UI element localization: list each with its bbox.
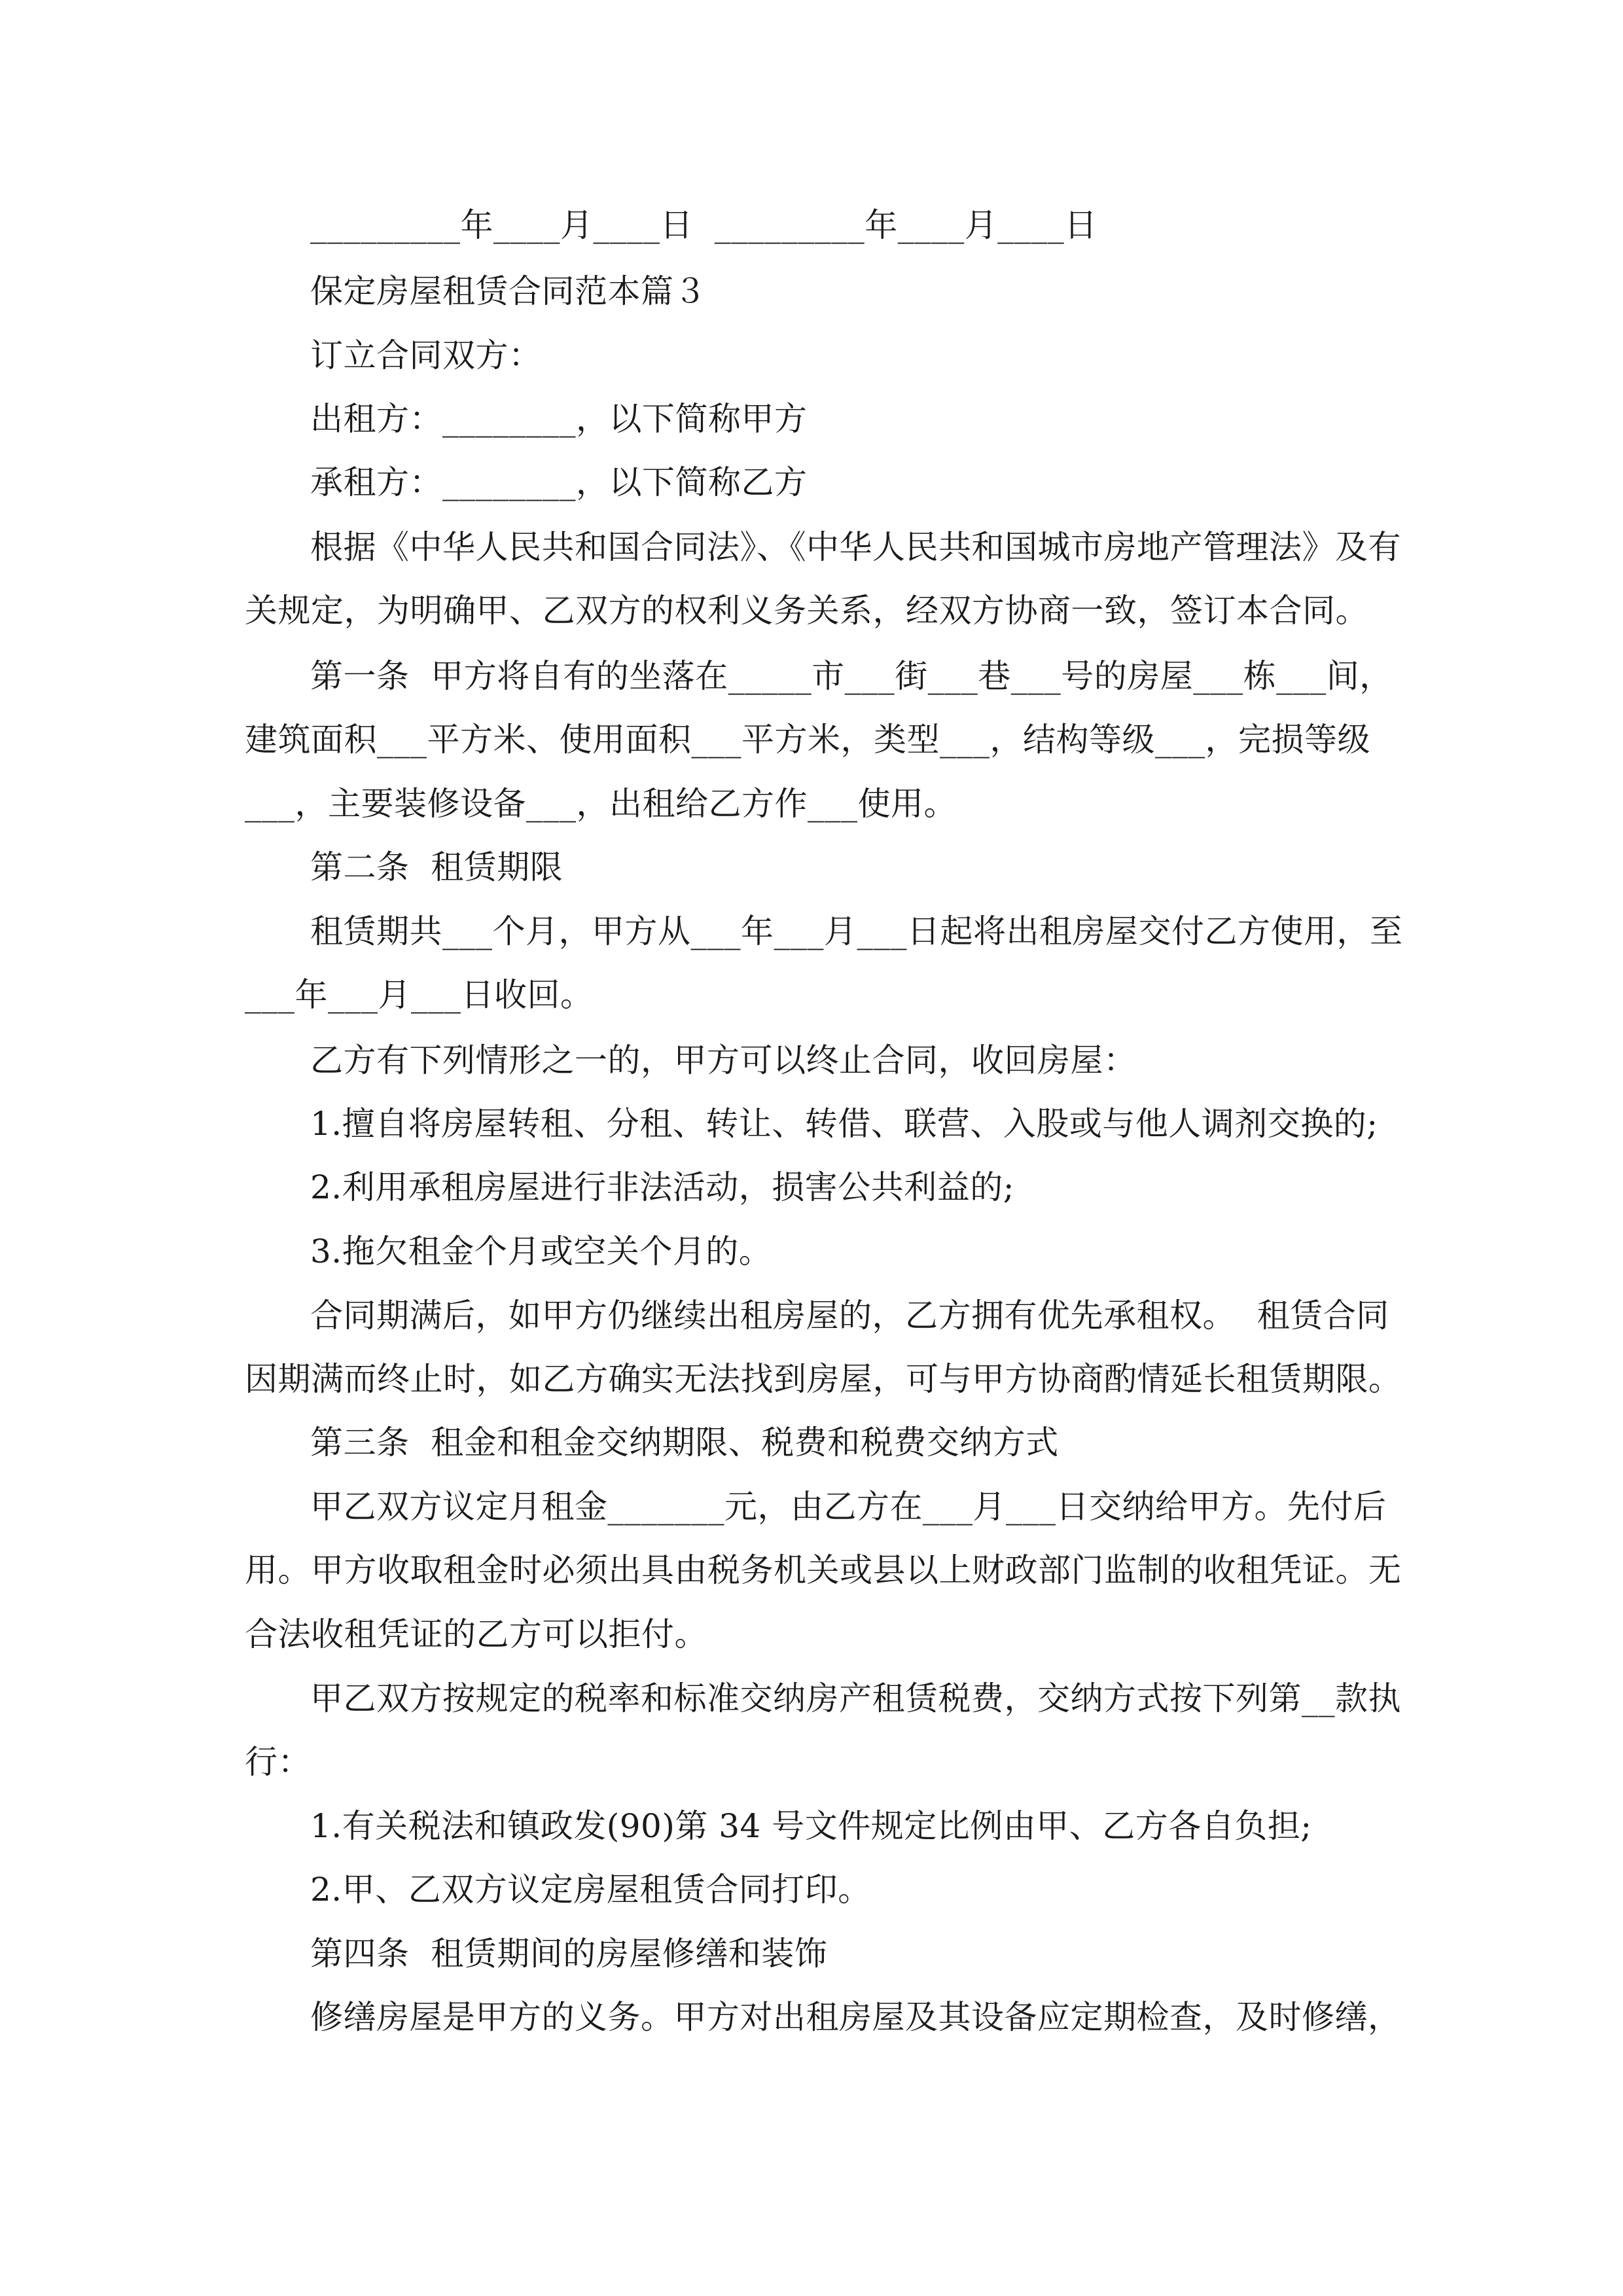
section-title: 保定房屋租赁合同范本篇３ (310, 272, 707, 310)
article-3-line-1: 甲乙双方议定月租金_______元，由乙方在___月___日交纳给甲方。先付后 (310, 1488, 1387, 1526)
tax-line-2: 行： (245, 1743, 311, 1781)
article-3-line-2: 用。甲方收取租金时必须出具由税务机关或县以上财政部门监制的收租凭证。无 (245, 1551, 1402, 1589)
termination-intro: 乙方有下列情形之一的，甲方可以终止合同，收回房屋： (310, 1041, 1137, 1079)
article-3-title: 第三条 租金和租金交纳期限、税费和税费交纳方式 (310, 1424, 1059, 1462)
article-1-line-1: 第一条 甲方将自有的坐落在_____市___街___巷___号的房屋___栋___间， (310, 657, 1393, 695)
renewal-line-2: 因期满而终止时，如乙方确实无法找到房屋，可与甲方协商酌情延长租赁期限。 (245, 1360, 1402, 1398)
article-3-line-3: 合法收租凭证的乙方可以拒付。 (245, 1615, 707, 1653)
parties-heading: 订立合同双方： (310, 336, 542, 374)
renewal-line-1: 合同期满后，如甲方仍继续出租房屋的，乙方拥有优先承租权。 租赁合同 (310, 1297, 1389, 1335)
article-2-title: 第二条 租赁期限 (310, 848, 563, 886)
termination-item-1: 1.擅自将房屋转租、分租、转让、转借、联营、入股或与他人调剂交换的; (310, 1105, 1378, 1143)
lessee-line: 承租方：________，以下简称乙方 (310, 463, 808, 501)
tax-line-1: 甲乙双方按规定的税率和标准交纳房产租赁税费，交纳方式按下列第__款执 (310, 1679, 1401, 1717)
article-1-line-3: ___，主要装修设备___，出租给乙方作___使用。 (245, 785, 957, 823)
article-4-line-1: 修缮房屋是甲方的义务。甲方对出租房屋及其设备应定期检查，及时修缮， (310, 1998, 1401, 2036)
article-2-line-2: ___年___月___日收回。 (245, 976, 594, 1014)
termination-item-2: 2.利用承租房屋进行非法活动，损害公共利益的; (310, 1168, 1015, 1206)
date-line: _________年____月____日 _________年____月____日 (310, 206, 1097, 244)
article-4-title: 第四条 租赁期间的房屋修缮和装饰 (310, 1935, 828, 1973)
tax-item-2: 2.甲、乙双方议定房屋租赁合同打印。 (310, 1871, 871, 1909)
article-1-line-2: 建筑面积___平方米、使用面积___平方米，类型___，结构等级___，完损等级 (245, 721, 1370, 759)
tax-item-1: 1.有关税法和镇政发(90)第 34 号文件规定比例由甲、乙方各自负担; (310, 1807, 1312, 1845)
lessor-line: 出租方：________，以下简称甲方 (310, 400, 808, 438)
article-2-line-1: 租赁期共___个月，甲方从___年___月___日起将出租房屋交付乙方使用，至 (310, 912, 1403, 950)
intro-paragraph-line-1: 根据《中华人民共和国合同法》、《中华人民共和国城市房地产管理法》及有 (310, 528, 1401, 566)
termination-item-3: 3.拖欠租金个月或空关个月的。 (310, 1232, 772, 1270)
intro-paragraph-line-2: 关规定，为明确甲、乙双方的权利义务关系，经双方协商一致，签订本合同。 (245, 592, 1368, 630)
